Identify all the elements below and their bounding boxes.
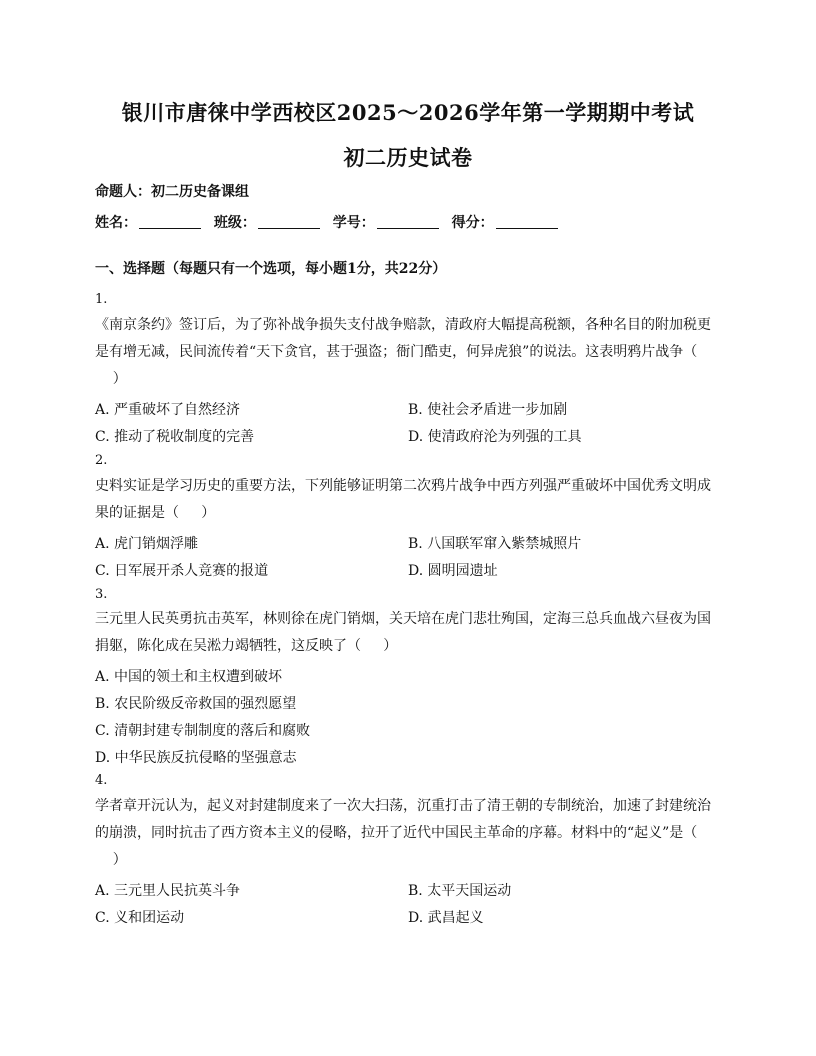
stem-line: 捐躯，陈化成在吴淞力竭牺牲，这反映了（ ）	[95, 638, 398, 654]
stem-line: 的崩溃，同时抗击了西方资本主义的侵略，拉开了近代中国民主革命的序幕。材料中的“起义”是（	[95, 825, 698, 841]
stem-line: 《南京条约》签订后，为了弥补战争损失支付战争赔款，清政府大幅提高税额，各种名目的附加税更	[95, 317, 711, 333]
option-a[interactable]: A. 中国的领土和主权遭到破坏	[95, 669, 283, 685]
stem-line: 三元里人民英勇抗击英军，林则徐在虎门销烟，关天培在虎门悲壮殉国，定海三总兵血战六昼夜为国	[95, 611, 711, 627]
number-label: 学号：	[332, 215, 375, 231]
stem-line: 是有增无减，民间流传着“天下贪官，甚于强盗；衙门酷吏，何异虎狼”的说法。这表明鸦片战争（	[95, 344, 698, 360]
option-b[interactable]: B. 使社会矛盾进一步加剧	[408, 402, 568, 418]
question-stem	[95, 606, 721, 660]
question-number: 3.	[95, 587, 108, 602]
name-blank[interactable]	[139, 214, 201, 229]
stem-line: 果的证据是（ ）	[95, 505, 216, 521]
question-stem	[95, 312, 721, 393]
exam-subtitle: 初二历史试卷	[343, 145, 473, 170]
option-c[interactable]: C. 义和团运动	[95, 910, 185, 926]
score-field[interactable]	[452, 215, 560, 231]
option-c[interactable]: C. 清朝封建专制制度的落后和腐败	[95, 723, 311, 739]
name-label: 姓名：	[95, 215, 137, 231]
option-a[interactable]: A. 虎门销烟浮雕	[95, 536, 199, 552]
option-b[interactable]: B. 八国联军窜入紫禁城照片	[408, 536, 582, 552]
student-info-row	[95, 212, 566, 232]
number-blank[interactable]	[377, 214, 439, 229]
section-heading: 一、选择题（每题只有一个选项，每小题1分，共22分）	[95, 261, 447, 277]
score-blank[interactable]	[496, 214, 558, 229]
class-blank[interactable]	[258, 214, 320, 229]
class-label: 班级：	[213, 215, 256, 231]
question-stem	[95, 473, 721, 527]
option-d[interactable]: D. 武昌起义	[408, 910, 484, 926]
option-d[interactable]: D. 中华民族反抗侵略的坚强意志	[95, 750, 297, 766]
number-field[interactable]	[333, 215, 441, 231]
option-d[interactable]: D. 圆明园遗址	[408, 563, 498, 579]
option-c[interactable]: C. 日军展开杀人竞赛的报道	[95, 563, 269, 579]
option-a[interactable]: A. 严重破坏了自然经济	[95, 402, 241, 418]
option-a[interactable]: A. 三元里人民抗英斗争	[95, 883, 241, 899]
question-number: 2.	[95, 453, 108, 468]
score-label: 得分：	[451, 215, 494, 231]
stem-line: ）	[95, 852, 127, 868]
option-d[interactable]: D. 使清政府沦为列强的工具	[408, 429, 582, 445]
stem-line: 史料实证是学习历史的重要方法，下列能够证明第二次鸦片战争中西方列强严重破坏中国优秀文明成	[95, 478, 711, 494]
stem-line: 学者章开沅认为，起义对封建制度来了一次大扫荡，沉重打击了清王朝的专制统治，加速了封建统治	[95, 798, 711, 814]
option-b[interactable]: B. 农民阶级反帝救国的强烈愿望	[95, 696, 297, 712]
question-number: 4.	[95, 773, 108, 788]
class-field[interactable]	[214, 215, 322, 231]
exam-title: 银川市唐徕中学西校区2025～2026学年第一学期期中考试	[121, 100, 695, 125]
option-b[interactable]: B. 太平天国运动	[408, 883, 512, 899]
name-field[interactable]	[95, 215, 203, 231]
question-number: 1.	[95, 292, 108, 307]
question-stem	[95, 793, 721, 874]
author-line: 命题人：初二历史备课组	[95, 184, 249, 200]
stem-line: ）	[95, 371, 127, 387]
option-c[interactable]: C. 推动了税收制度的完善	[95, 429, 255, 445]
